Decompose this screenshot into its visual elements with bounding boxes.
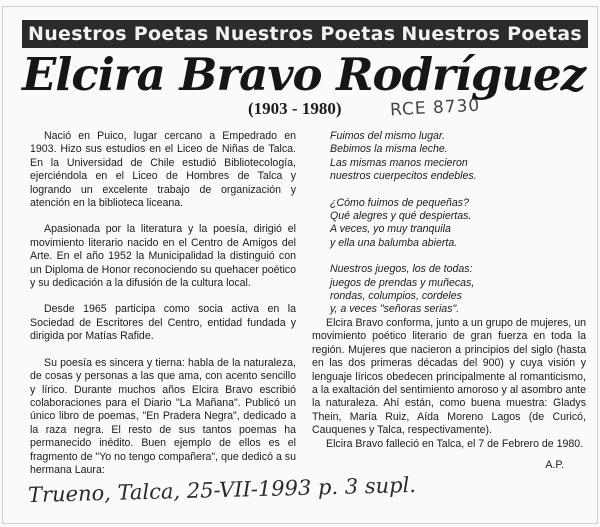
poem-line: y ella una balumba abierta. — [330, 236, 458, 249]
poem-line: Nuestros juegos, los de todas: — [330, 263, 473, 276]
paragraph: Apasionada por la literatura y la poesía, dirigió el movimiento literario nacido en el Centro de Amigos del Arte. En el año 1952 la Municipalidad la distinguió con un Diploma de Honor reconociendo su quehacer poético y su dedicación a la difusión de la cultura local. — [30, 223, 296, 290]
poem-line: A veces, yo muy tranquila — [330, 223, 451, 236]
poem-line: ¿Cómo fuimos de pequeñas? — [330, 196, 469, 209]
banner-text: Nuestros Poetas — [214, 23, 396, 45]
right-column — [312, 130, 586, 472]
poem-stanza — [312, 263, 586, 317]
poem-line: Bebimos la misma leche. — [330, 143, 448, 156]
paragraph: Nació en Puico, lugar cercano a Empedrado en 1903. Hizo sus estudios en el Liceo de Niñas de Talca. En la Universidad de Chile estudió Bibliotecología, ejerciéndola en el Liceo de Hombres de Talca y logrando un excelente trabajo de organización y atención en la biblioteca liceana. — [30, 130, 296, 210]
poem-stanza — [312, 197, 586, 251]
poem-line: juegos de prendas y muñecas, — [330, 276, 475, 289]
poem-line: Las mismas manos mecieron — [330, 156, 468, 169]
poem-line: y, a veces "señoras serias". — [330, 303, 460, 316]
life-dates: (1903 - 1980) — [248, 99, 342, 118]
poem-line: rondas, columpios, cordeles — [330, 290, 462, 303]
banner-text: Nuestros Poetas — [401, 23, 582, 45]
left-column — [30, 130, 296, 490]
poem-line: Fuimos del mismo lugar. — [330, 130, 445, 142]
paragraph: Desde 1965 participa como socia activa en la Sociedad de Escritores del Centro, entidad fundada y dirigida por Matías Rafide. — [30, 303, 296, 343]
paragraph: Elcira Bravo conforma, junto a un grupo de mujeres, un movimiento poético literario de gran fuerza en toda la región. Mujeres que nacieron a principios del siglo (hasta en las dos primeras décadas del 900) y cuya visión y lenguaje líricos obedecen principalmente al romanticismo, a la exaltación del sentimiento amoroso y al asombro ante la naturaleza. Ahí están, como buena muestra: Gladys Thein, María Ruiz, Aída Moreno Lagos (de Curicó, Cauquenes y Talca, respectivamente). — [312, 316, 586, 437]
poem-stanza — [312, 130, 586, 184]
section-banner — [22, 20, 588, 48]
author-initials: A.P. — [545, 458, 564, 471]
poem-line: Qué alegres y qué despiertas. — [330, 210, 472, 223]
banner-text: Nuestros Poetas — [28, 23, 209, 45]
paragraph: Elcira Bravo falleció en Talca, el 7 de Febrero de 1980. — [326, 437, 584, 450]
article-title: Elcira Bravo Rodríguez — [22, 48, 586, 101]
poem-line: nuestros cuerpecitos endebles. — [330, 170, 477, 183]
handwritten-source-note: Trueno, Talca, 25-VII-1993 p. 3 supl. — [27, 472, 417, 508]
handwritten-call-number: RCE 8730 — [389, 95, 481, 121]
paragraph: Su poesía es sincera y tierna: habla de la naturaleza, de cosas y personas a las que ama, con acento sencillo y lírico. Durante muchos años Elcira Bravo escribió colaboraciones para el Diario "La Mañana". Publicó un único libro de poemas, "En Pradera Negra", dedicado a la raza negra. El resto de sus tantos poemas ha permanecido inédito. Buen ejemplo de ellos es el fragmento de "Yo no tengo compañera", que dedicó a su hermana Laura: — [30, 356, 296, 476]
